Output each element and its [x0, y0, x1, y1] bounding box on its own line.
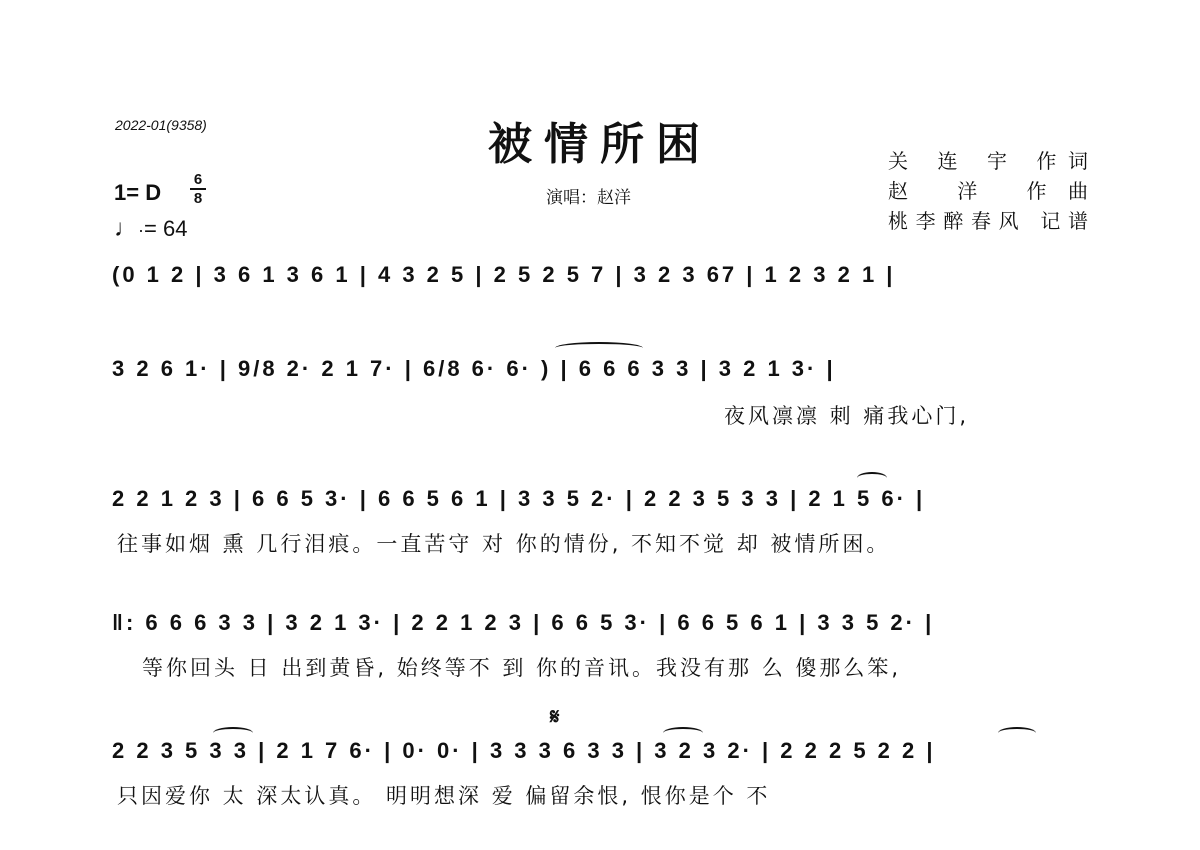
composer-credit: 赵 洋 作曲	[888, 179, 1088, 203]
performer-credit: 演唱：赵洋	[546, 188, 631, 208]
credits-block	[888, 146, 1088, 236]
time-signature	[190, 172, 206, 206]
key-signature: 1= D	[114, 180, 162, 205]
system-3-lyrics: 往事如烟 熏 几行泪痕。一直苦守 对 你的情份, 不知不觉 却 被情所困。	[117, 532, 891, 556]
system-2-lyrics: 夜风凛凛 刺 痛我心门,	[724, 404, 970, 428]
time-signature-bottom: 8	[193, 190, 203, 207]
time-signature-top: 6	[193, 171, 203, 188]
dotted-quarter-note-icon: ♩	[114, 215, 138, 242]
tempo-marking	[114, 215, 187, 243]
song-title: 被情所困	[488, 119, 712, 170]
segno-sign: 𝄋	[550, 704, 560, 729]
system-4-lyrics: 等你回头 日 出到黄昏, 始终等不 到 你的音讯。我没有那 么 傻那么笨,	[142, 656, 902, 680]
slur-arc	[213, 727, 253, 739]
system-1-notes: (0 1 2 | 3 6 1 3 6 1 | 4 3 2 5 | 2 5 2 5 7 | 3 2 3 67 | 1 2 3 2 1 |	[112, 262, 896, 287]
tie-arc	[555, 342, 643, 354]
system-2-notes: 3 2 6 1· | 9/8 2· 2 1 7· | 6/8 6· 6· ) | 6 6 6 3 3 | 3 2 1 3· |	[112, 356, 836, 381]
tempo-dot: ·	[138, 220, 144, 240]
system-4-notes: ‖: 6 6 6 3 3 | 3 2 1 3· | 2 2 1 2 3 | 6 6 5 3· | 6 6 5 6 1 | 3 3 5 2· |	[112, 610, 935, 635]
lyricist-credit: 关 连 宇 作词	[888, 149, 1088, 173]
transcriber-credit: 桃李醉春风 记谱	[888, 209, 1088, 233]
system-5-lyrics: 只因爱你 太 深太认真。 明明想深 爱 偏留余恨, 恨你是个 不	[117, 784, 771, 808]
system-5-notes: 2 2 3 5 3 3 | 2 1 7 6· | 0· 0· | 3 3 3 6 3 3 | 3 2 3 2· | 2 2 2 5 2 2 |	[112, 738, 936, 763]
slur-arc	[857, 472, 887, 484]
slur-arc	[663, 727, 703, 739]
tempo-value: = 64	[144, 216, 188, 241]
system-3-notes: 2 2 1 2 3 | 6 6 5 3· | 6 6 5 6 1 | 3 3 5 2· | 2 2 3 5 3 3 | 2 1 5 6· |	[112, 486, 926, 511]
slur-arc	[998, 727, 1036, 739]
document-id: 2022-01(9358)	[115, 117, 207, 133]
